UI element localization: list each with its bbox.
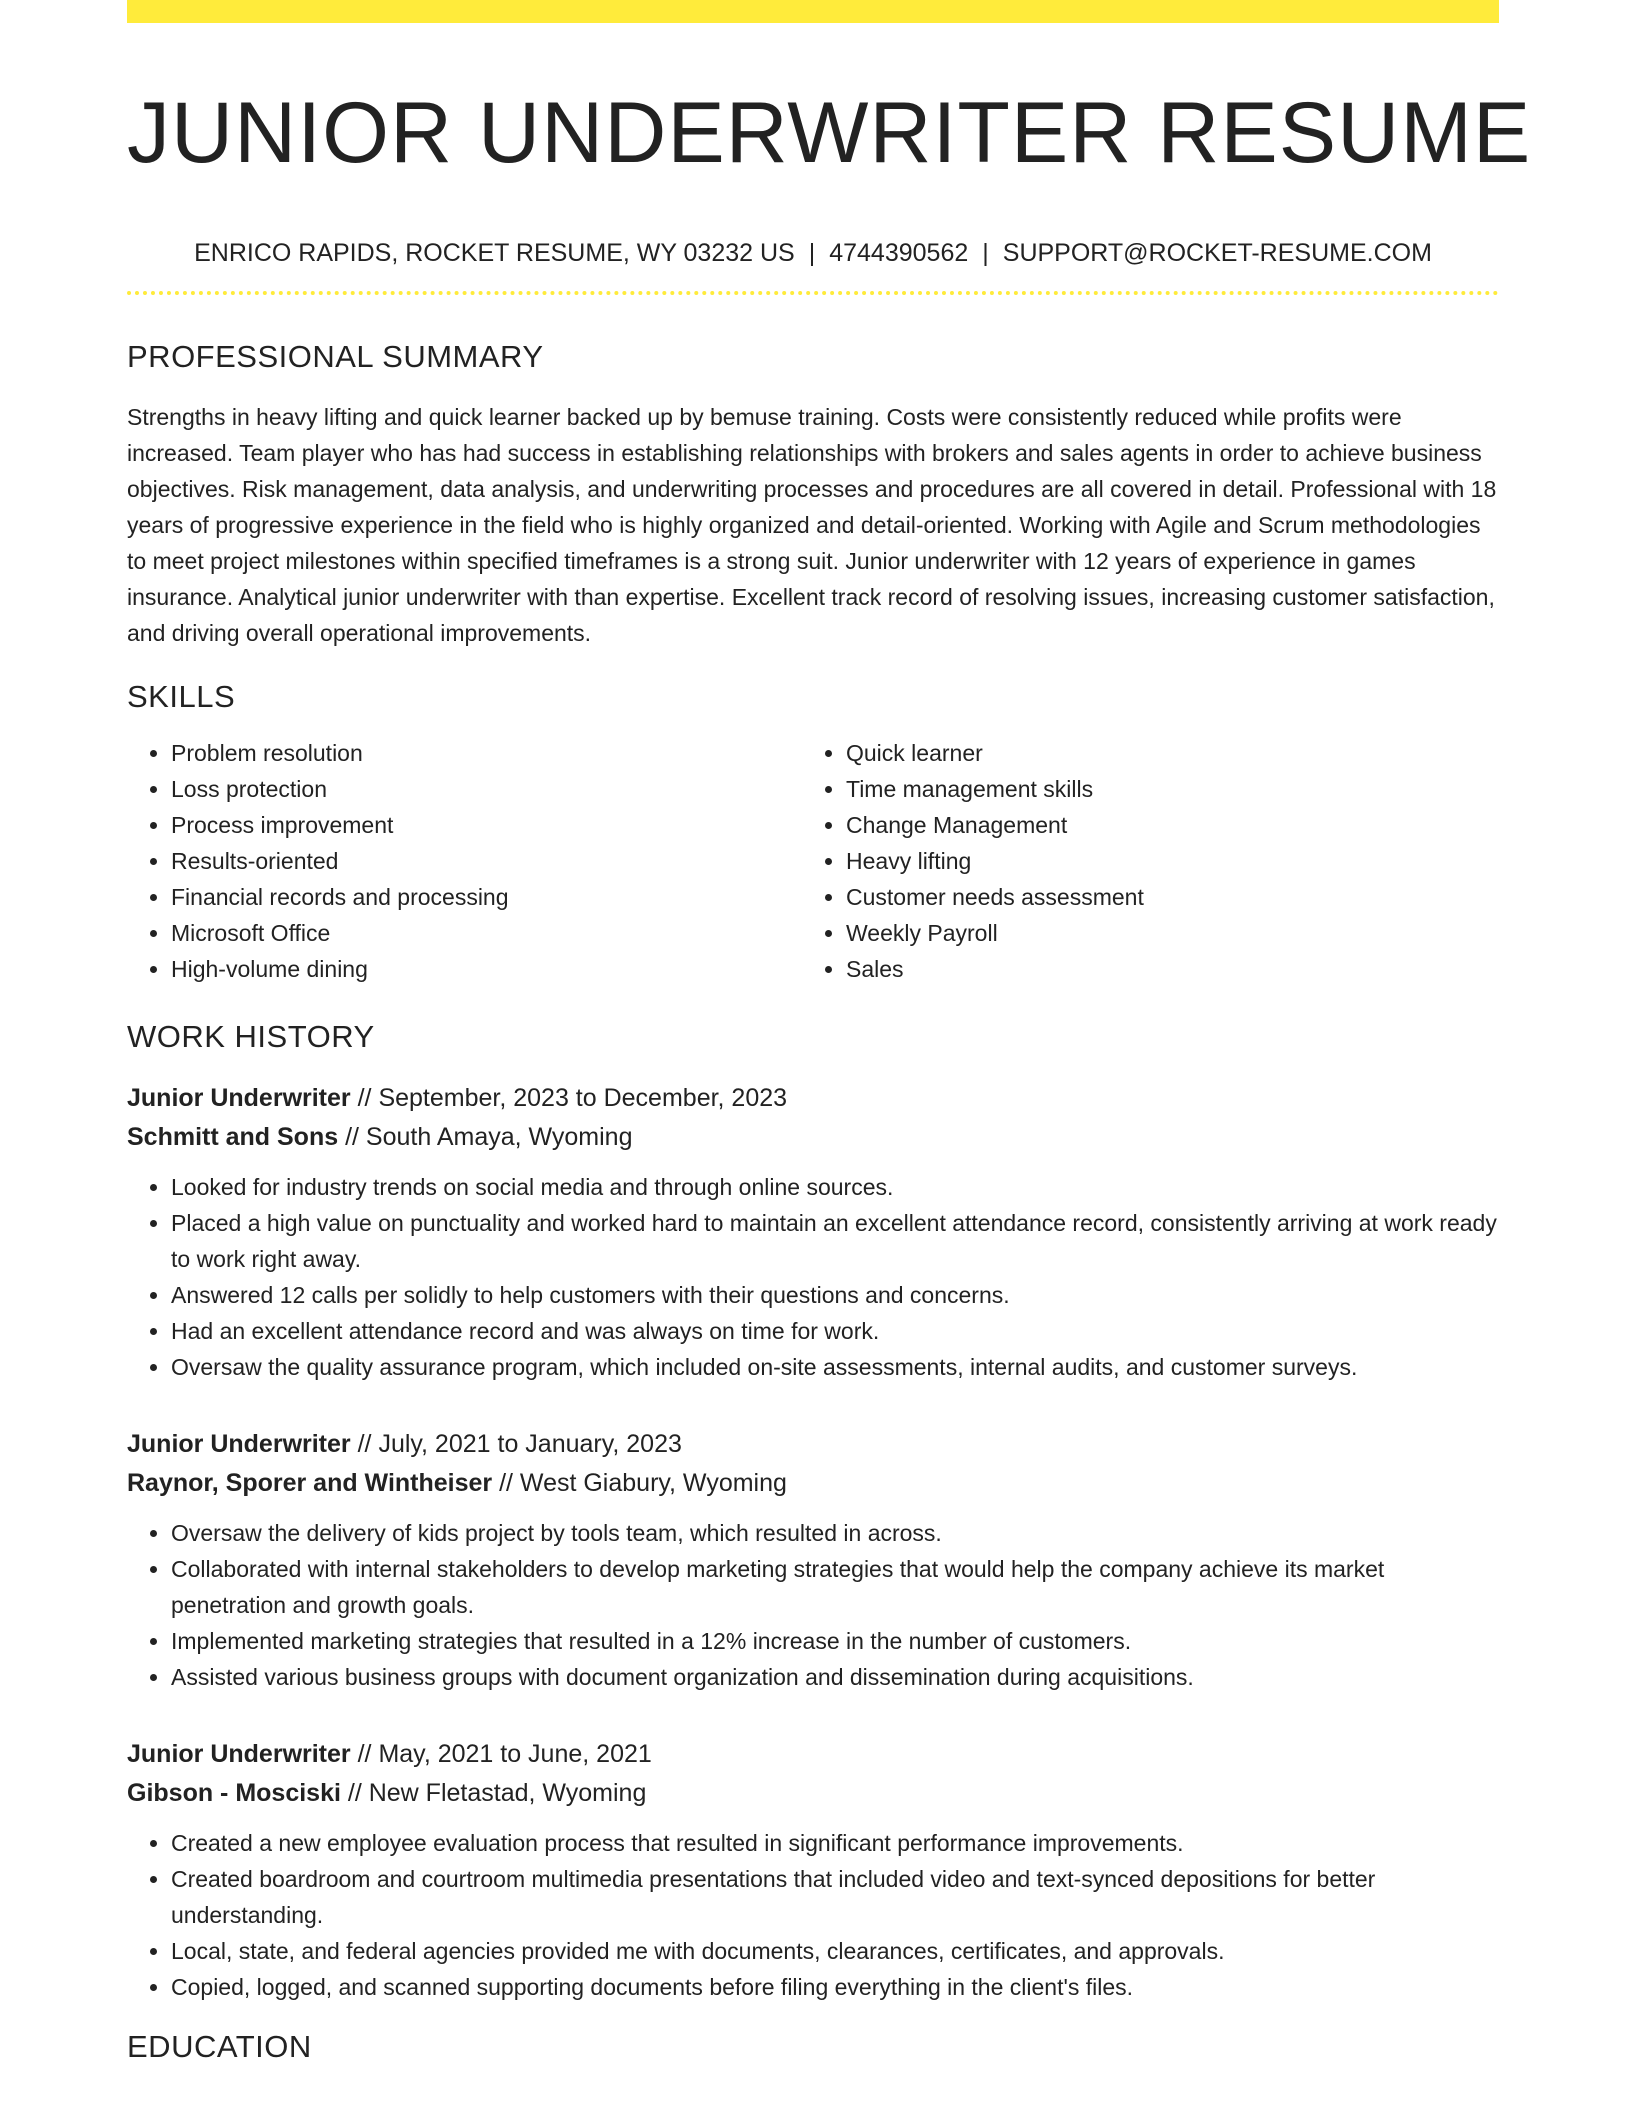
job-dates: // September, 2023 to December, 2023 — [350, 1084, 788, 1112]
job-bullet: • Created a new employee evaluation process that resulted in significant performance improvements. — [171, 1825, 1499, 1861]
skill-item: • Heavy lifting — [846, 843, 1477, 879]
job-bullet: • Implemented marketing strategies that resulted in a 12% increase in the number of customers. — [171, 1623, 1499, 1659]
skills-heading: SKILLS — [127, 679, 236, 714]
job-bullet: • Looked for industry trends on social media and through online sources. — [171, 1169, 1499, 1205]
contact-line — [127, 237, 1499, 269]
job-location: // West Giabury, Wyoming — [492, 1469, 787, 1497]
education-heading: EDUCATION — [127, 2029, 312, 2064]
job-bullet: • Copied, logged, and scanned supporting documents before filing everything in the client's files. — [171, 1969, 1499, 2005]
job-company-line — [127, 1774, 1499, 1813]
skills-column-left — [127, 735, 802, 987]
summary-heading: PROFESSIONAL SUMMARY — [127, 339, 544, 374]
contact-separator: | — [982, 239, 989, 267]
skill-item: • Loss protection — [171, 771, 802, 807]
skill-item: • Customer needs assessment — [846, 879, 1477, 915]
skill-item: • Quick learner — [846, 735, 1477, 771]
work-history-heading: WORK HISTORY — [127, 1019, 375, 1054]
skill-item: • Results-oriented — [171, 843, 802, 879]
job-company-line — [127, 1118, 1499, 1157]
job-bullets — [127, 1515, 1499, 1695]
job-title: Junior Underwriter — [127, 1084, 351, 1112]
job-title-line — [127, 1735, 1499, 1774]
skill-item: • Problem resolution — [171, 735, 802, 771]
job-bullet: • Placed a high value on punctuality and worked hard to maintain an excellent attendance record, consistently arriving at work ready to work right away. — [171, 1205, 1499, 1277]
contact-address: ENRICO RAPIDS, ROCKET RESUME, WY 03232 US — [194, 239, 795, 267]
job-location: // South Amaya, Wyoming — [338, 1123, 633, 1151]
skill-item: • Process improvement — [171, 807, 802, 843]
job-bullet: • Oversaw the delivery of kids project by tools team, which resulted in across. — [171, 1515, 1499, 1551]
skill-item: • Microsoft Office — [171, 915, 802, 951]
resume-title: JUNIOR UNDERWRITER RESUME — [127, 85, 1532, 181]
accent-top-bar — [127, 0, 1499, 23]
job-dates: // May, 2021 to June, 2021 — [350, 1740, 652, 1768]
job-bullet: • Oversaw the quality assurance program, which included on-site assessments, internal audits, and customer surveys. — [171, 1349, 1499, 1385]
skill-item: • Change Management — [846, 807, 1477, 843]
job-bullet: • Collaborated with internal stakeholders to develop marketing strategies that would help the company achieve its market penetration and growth goals. — [171, 1551, 1499, 1623]
job-entry — [127, 1425, 1499, 1695]
skill-item: • Weekly Payroll — [846, 915, 1477, 951]
job-title: Junior Underwriter — [127, 1430, 351, 1458]
job-title: Junior Underwriter — [127, 1740, 351, 1768]
job-title-line — [127, 1425, 1499, 1464]
job-location: // New Fletastad, Wyoming — [340, 1779, 647, 1807]
skills-list — [127, 735, 1499, 987]
contact-separator: | — [808, 239, 816, 267]
resume-page — [127, 0, 1532, 2067]
job-dates: // July, 2021 to January, 2023 — [350, 1430, 682, 1458]
job-bullet: • Created boardroom and courtroom multimedia presentations that included video and text-synced depositions for better understanding. — [171, 1861, 1499, 1933]
dotted-divider — [127, 291, 1499, 295]
job-bullet: • Local, state, and federal agencies provided me with documents, clearances, certificates, and approvals. — [171, 1933, 1499, 1969]
job-entry — [127, 1735, 1499, 2005]
job-bullets — [127, 1169, 1499, 1385]
job-bullets — [127, 1825, 1499, 2005]
job-company-line — [127, 1464, 1499, 1503]
skill-item: • High-volume dining — [171, 951, 802, 987]
job-company: Raynor, Sporer and Wintheiser — [127, 1469, 493, 1497]
job-entry — [127, 1079, 1499, 1385]
skill-item: • Time management skills — [846, 771, 1477, 807]
job-title-line — [127, 1079, 1499, 1118]
summary-text: Strengths in heavy lifting and quick learner backed up by bemuse training. Costs were consistently reduced while profits were increased. Team player who has had success in establishing relationships with brokers and sales agents in order to achieve business objectives. Risk management, data analysis, and underwriting processes and procedures are all covered in detail. Professional with 18 years of progressive experience in the field who is highly organized and detail-oriented. Working with Agile and Scrum methodologies to meet project milestones within specified timeframes is a strong suit. Junior underwriter with 12 years of experience in games insurance. Analytical junior underwriter with than expertise. Excellent track record of resolving issues, increasing customer satisfaction, and driving overall operational improvements. — [127, 404, 1497, 646]
contact-email: SUPPORT@ROCKET-RESUME.COM — [1002, 239, 1432, 267]
job-bullet: • Assisted various business groups with document organization and dissemination during acquisitions. — [171, 1659, 1499, 1695]
job-company: Schmitt and Sons — [127, 1123, 339, 1151]
skills-column-right — [802, 735, 1477, 987]
job-company: Gibson - Mosciski — [127, 1779, 341, 1807]
job-bullet: • Answered 12 calls per solidly to help customers with their questions and concerns. — [171, 1277, 1499, 1313]
skill-item: • Financial records and processing — [171, 879, 802, 915]
skill-item: • Sales — [846, 951, 1477, 987]
job-bullet: • Had an excellent attendance record and was always on time for work. — [171, 1313, 1499, 1349]
contact-phone: 4744390562 — [829, 239, 969, 267]
